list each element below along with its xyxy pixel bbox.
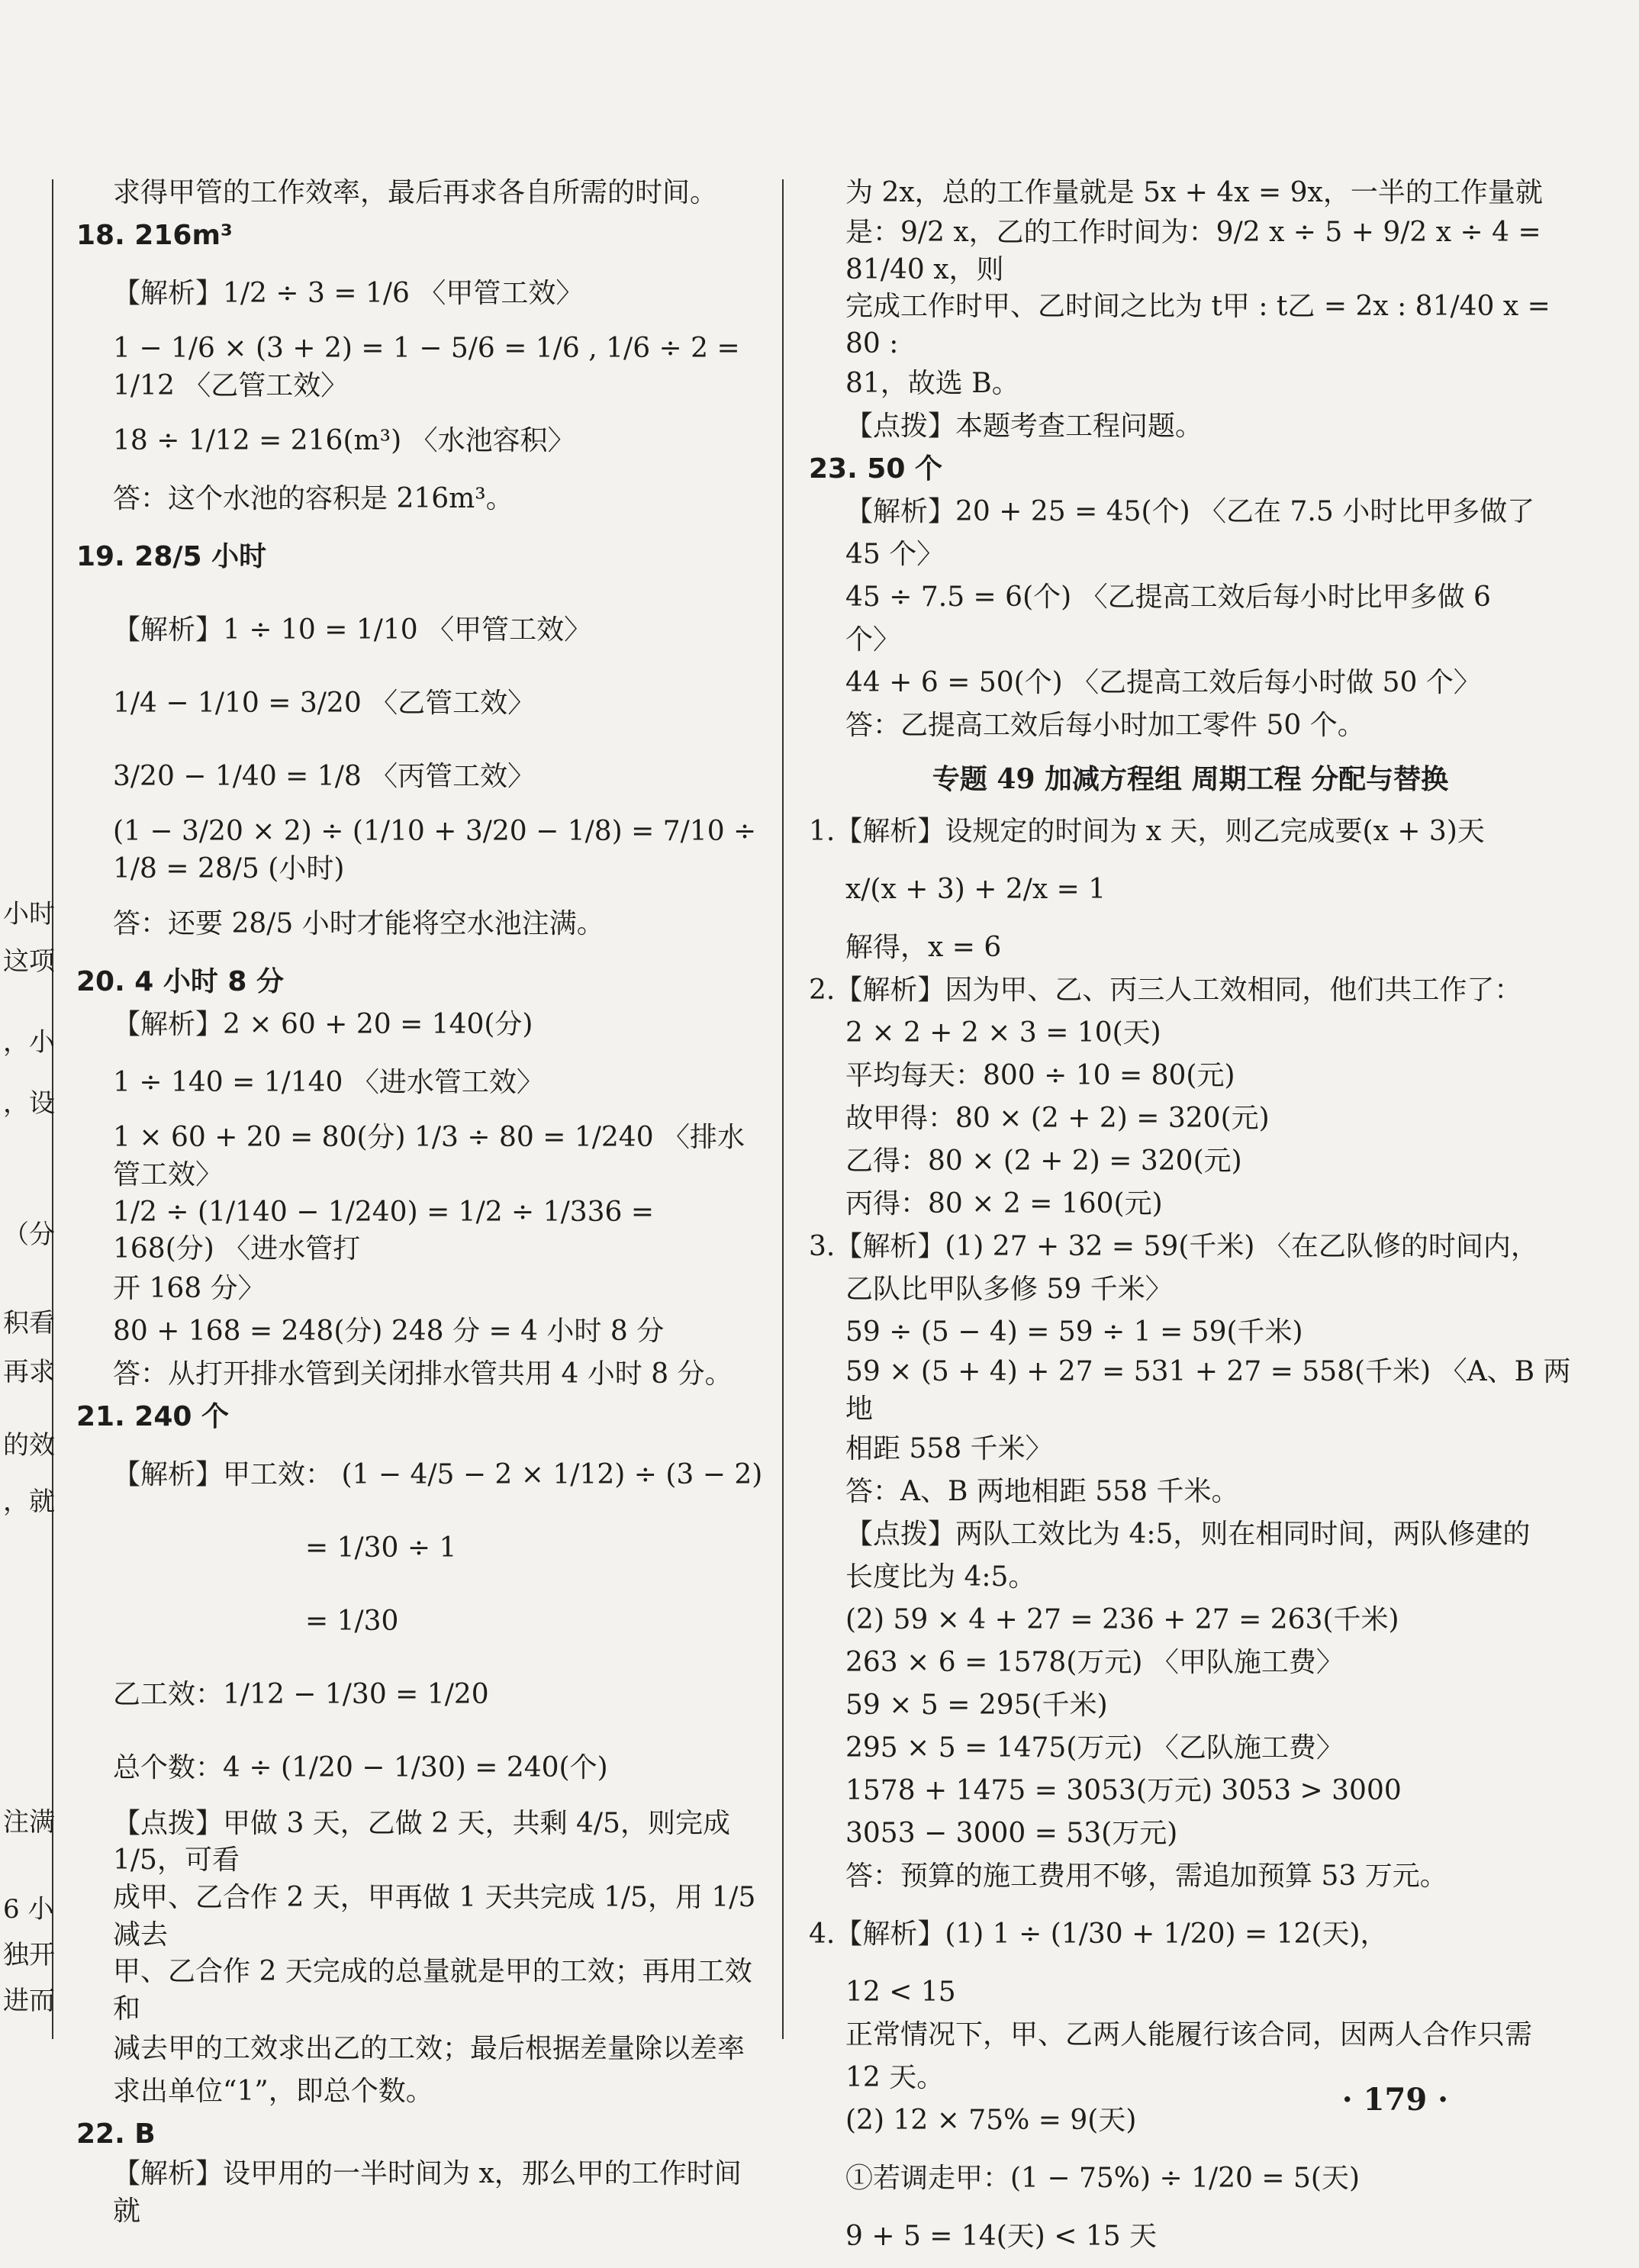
solution-line: 1 × 60 + 20 = 80(分) 1/3 ÷ 80 = 1/240 〈排水管工效〉 [113,1122,745,1190]
question-line: 3.【解析】(1) 27 + 32 = 59(千米) 〈在乙队修的时间内， [809,1231,1538,1263]
hint-line: 求出单位“1”，即总个数。 [113,2076,433,2108]
margin-fragment: ，设 [3,1088,55,1119]
solution-line: 1/4 − 1/10 = 3/20 〈乙管工效〉 [113,687,536,719]
margin-fragment: 注满 [3,1807,55,1838]
hint-line: 【点拨】本题考查工程问题。 [845,411,1203,443]
solution-line: 9 + 5 = 14(天) < 15 天 [845,2221,1158,2253]
solution-line: 乙得：80 × (2 + 2) = 320(元) [845,1145,1242,1177]
solution-line: 59 × 5 = 295(千米) [845,1690,1108,1722]
answer-line: 答：乙提高工效后每小时加工零件 50 个。 [845,710,1365,742]
solution-line: 总个数：4 ÷ (1/20 − 1/30) = 240(个) [113,1752,608,1784]
solution-line: 59 ÷ (5 − 4) = 59 ÷ 1 = 59(千米) [845,1316,1303,1348]
margin-fragment: 独开 [3,1940,55,1970]
solution-line: 【解析】设甲用的一半时间为 x，那么甲的工作时间就 [113,2158,742,2227]
solution-line: 【解析】1 ÷ 10 = 1/10 〈甲管工效〉 [113,614,592,646]
margin-fragment: 积看 [3,1308,55,1339]
margin-fragment: 6 小 [3,1894,54,1925]
hint-line: 成甲、乙合作 2 天，甲再做 1 天共完成 1/5，用 1/5 减去 [113,1881,756,1951]
answer-line: 答：预算的施工费用不够，需追加预算 53 万元。 [845,1860,1447,1893]
solution-line: (2) 59 × 4 + 27 = 236 + 27 = 263(千米) [845,1604,1399,1636]
margin-fragment: 进而 [3,1986,55,2016]
question-answer: 21. 240 个 [76,1401,229,1433]
question-answer: 18. 216m³ [76,219,233,251]
solution-line: (1 − 3/20 × 2) ÷ (1/10 + 3/20 − 1/8) = 7/10 ÷ 1/8 = 28/5 (小时) [113,816,757,884]
hint-line: 减去甲的工效求出乙的工效；最后根据差量除以差率 [113,2033,745,2065]
solution-line: 1/2 ÷ (1/140 − 1/240) = 1/2 ÷ 1/336 = 168(分) 〈进水管打 [113,1196,655,1265]
solution-line: x/(x + 3) + 2/x = 1 [845,874,1106,906]
margin-fragment: 的效 [3,1430,55,1461]
hint-line: 【点拨】甲做 3 天，乙做 2 天，共剩 4/5，则完成 1/5，可看 [113,1807,730,1877]
text-line: 为 2x，总的工作量就是 5x + 4x = 9x，一半的工作量就 [845,176,1543,208]
solution-line: 80 + 168 = 248(分) 248 分 = 4 小时 8 分 [113,1316,665,1348]
left-column [76,172,763,2231]
solution-line: 18 ÷ 1/12 = 216(m³) 〈水池容积〉 [113,424,575,456]
solution-line: 45 个〉 [845,539,945,571]
answer-line: 答：这个水池的容积是 216m³。 [113,482,514,514]
hint-line: 长度比为 4:5。 [845,1561,1036,1593]
question-line: 2.【解析】因为甲、乙、丙三人工效相同，他们共工作了： [809,975,1522,1007]
solution-line: = 1/30 [305,1606,399,1638]
page-number: · 179 · [1341,2082,1448,2118]
margin-fragment: （分 [3,1219,55,1250]
solution-line: 故甲得：80 × (2 + 2) = 320(元) [845,1103,1270,1135]
margin-fragment: 小时 [3,899,55,929]
question-answer: 23. 50 个 [809,453,942,485]
solution-line: 3053 − 3000 = 53(万元) [845,1818,1178,1850]
solution-line: 1578 + 1475 = 3053(万元) 3053 > 3000 [845,1775,1402,1807]
solution-line: 12 < 15 [845,1976,956,2009]
hint-line: 甲、乙合作 2 天完成的总量就是甲的工效；再用工效和 [113,1956,752,2025]
solution-line: 平均每天：800 ÷ 10 = 80(元) [845,1060,1235,1092]
solution-line: 45 ÷ 7.5 = 6(个) 〈乙提高工效后每小时比甲多做 6 [845,581,1491,614]
solution-line: 295 × 5 = 1475(万元) 〈乙队施工费〉 [845,1732,1344,1764]
solution-line: 丙得：80 × 2 = 160(元) [845,1188,1163,1220]
question-answer: 20. 4 小时 8 分 [76,966,285,998]
solution-line: 正常情况下，甲、乙两人能履行该合同，因两人合作只需 [845,2019,1533,2051]
answer-line: 答：A、B 两地相距 558 千米。 [845,1476,1239,1508]
margin-fragment: ，就 [3,1487,55,1517]
solution-line: 个〉 [845,624,901,656]
solution-line: 乙工效：1/12 − 1/30 = 1/20 [113,1679,489,1711]
solution-line: 263 × 6 = 1578(万元) 〈甲队施工费〉 [845,1647,1344,1679]
text-line: 81，故选 B。 [845,368,1019,400]
section-heading: 专题 49 加减方程组 周期工程 分配与替换 [932,763,1449,796]
solution-line: 【解析】甲工效： (1 − 4/5 − 2 × 1/12) ÷ (3 − 2) [113,1459,763,1491]
center-column-rule [782,179,784,2039]
text-line: 是：9/2 x，乙的工作时间为：9/2 x ÷ 5 + 9/2 x ÷ 4 = 81/40 x，则 [845,217,1541,285]
solution-line: 44 + 6 = 50(个) 〈乙提高工效后每小时做 50 个〉 [845,667,1481,699]
answer-line: 答：还要 28/5 小时才能将空水池注满。 [113,908,604,940]
right-column [809,172,1572,2259]
margin-fragment: 再求 [3,1357,55,1387]
question-answer: 22. B [76,2118,156,2150]
margin-fragment: 这项 [3,946,55,977]
solution-line: = 1/30 ÷ 1 [305,1532,457,1564]
solution-line: 【解析】1/2 ÷ 3 = 1/6 〈甲管工效〉 [113,277,584,309]
solution-line: 2 × 2 + 2 × 3 = 10(天) [845,1017,1161,1049]
hint-line: 【点拨】两队工效比为 4:5，则在相同时间，两队修建的 [845,1519,1531,1551]
solution-line: 59 × (5 + 4) + 27 = 531 + 27 = 558(千米) 〈A、B 两地 [845,1356,1571,1425]
solution-line: 1 ÷ 140 = 1/140 〈进水管工效〉 [113,1067,544,1099]
solution-line: 解得，x = 6 [845,932,1002,964]
question-line: 1.【解析】设规定的时间为 x 天，则乙完成要(x + 3)天 [809,816,1485,848]
solution-line: 12 天。 [845,2062,945,2094]
solution-line: 【解析】20 + 25 = 45(个) 〈乙在 7.5 小时比甲多做了 [845,496,1535,528]
question-line: 4.【解析】(1) 1 ÷ (1/30 + 1/20) = 12(天)， [809,1918,1388,1951]
text-line: 完成工作时甲、乙时间之比为 t甲 : t乙 = 2x : 81/40 x = 80 : [845,291,1550,359]
margin-fragment: ，小 [3,1027,55,1058]
solution-line: 3/20 − 1/40 = 1/8 〈丙管工效〉 [113,760,536,792]
solution-line: 相距 558 千米〉 [845,1433,1053,1465]
solution-line: 【解析】2 × 60 + 20 = 140(分) [113,1009,533,1041]
solution-line: 1 − 1/6 × (3 + 2) = 1 − 5/6 = 1/6 , 1/6 ÷ 2 = 1/12 〈乙管工效〉 [113,333,740,401]
solution-line: 开 168 分〉 [113,1273,266,1305]
question-answer: 19. 28/5 小时 [76,540,267,572]
solution-line: 乙队比甲队多修 59 千米〉 [845,1274,1173,1306]
solution-line: (2) 12 × 75% = 9(天) [845,2105,1137,2137]
solution-line: ①若调走甲：(1 − 75%) ÷ 1/20 = 5(天) [845,2163,1360,2195]
text-line: 求得甲管的工作效率，最后再求各自所需的时间。 [113,176,718,208]
answer-line: 答：从打开排水管到关闭排水管共用 4 小时 8 分。 [113,1358,733,1390]
